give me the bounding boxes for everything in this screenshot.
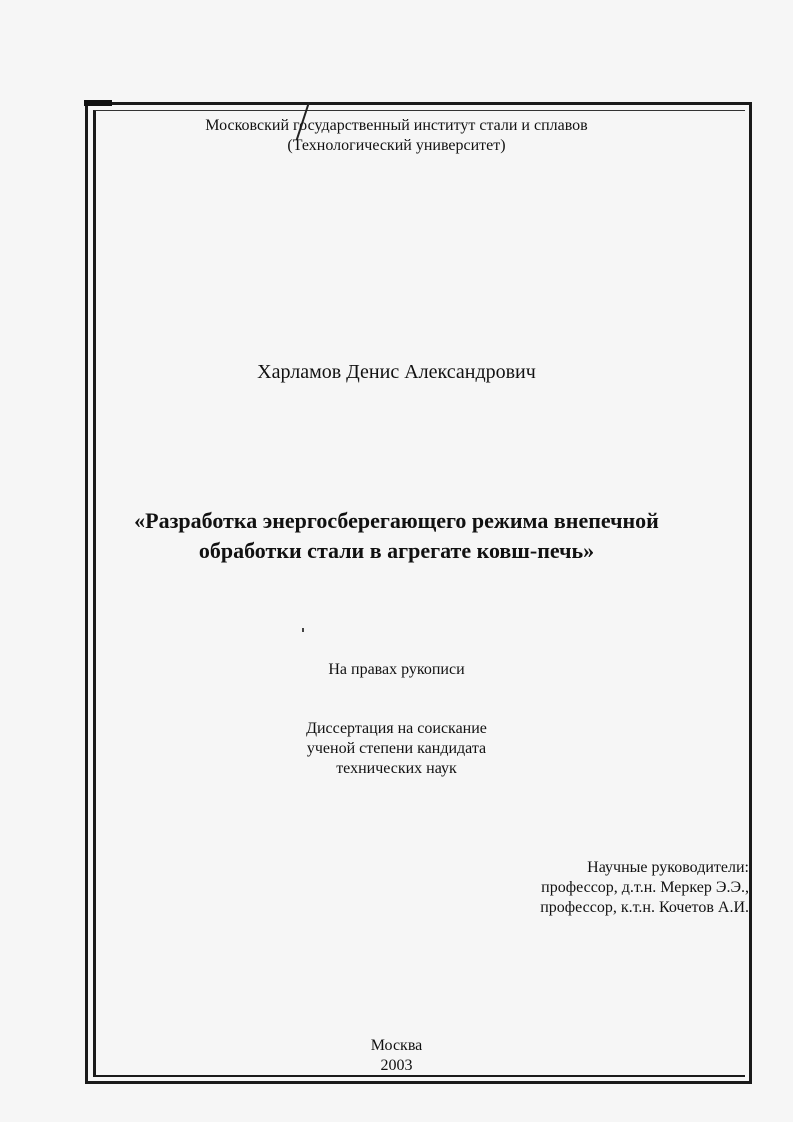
advisor-1: профессор, д.т.н. Меркер Э.Э., <box>541 879 749 896</box>
rights-note: На правах рукописи <box>328 661 465 678</box>
institution-subtitle: (Технологический университет) <box>287 137 506 154</box>
place-and-year <box>0 1036 793 1076</box>
author-name: Харламов Денис Александрович <box>257 361 536 383</box>
scan-corner-mark <box>84 100 112 106</box>
institution-name: Московский государственный институт стали и сплавов <box>205 117 588 134</box>
institution-header <box>0 116 793 156</box>
city: Москва <box>370 1037 423 1054</box>
dissertation-title <box>0 506 793 566</box>
year: 2003 <box>380 1057 413 1074</box>
advisors-heading: Научные руководители: <box>587 859 749 876</box>
page-border-frame <box>85 102 752 1084</box>
title-line-2: обработки стали в агрегате ковш-печь» <box>198 538 595 563</box>
advisor-2: профессор, к.т.н. Кочетов А.И. <box>540 899 749 916</box>
title-line-1: «Разработка энергосберегающего режима внепечной <box>134 508 659 533</box>
degree-line-3: технических наук <box>336 760 457 777</box>
scan-speck <box>302 628 304 632</box>
degree-statement <box>0 719 793 779</box>
degree-line-1: Диссертация на соискание <box>306 720 487 737</box>
degree-line-2: ученой степени кандидата <box>306 740 487 757</box>
page-border-inner <box>93 110 745 1077</box>
advisors-block <box>540 858 749 918</box>
